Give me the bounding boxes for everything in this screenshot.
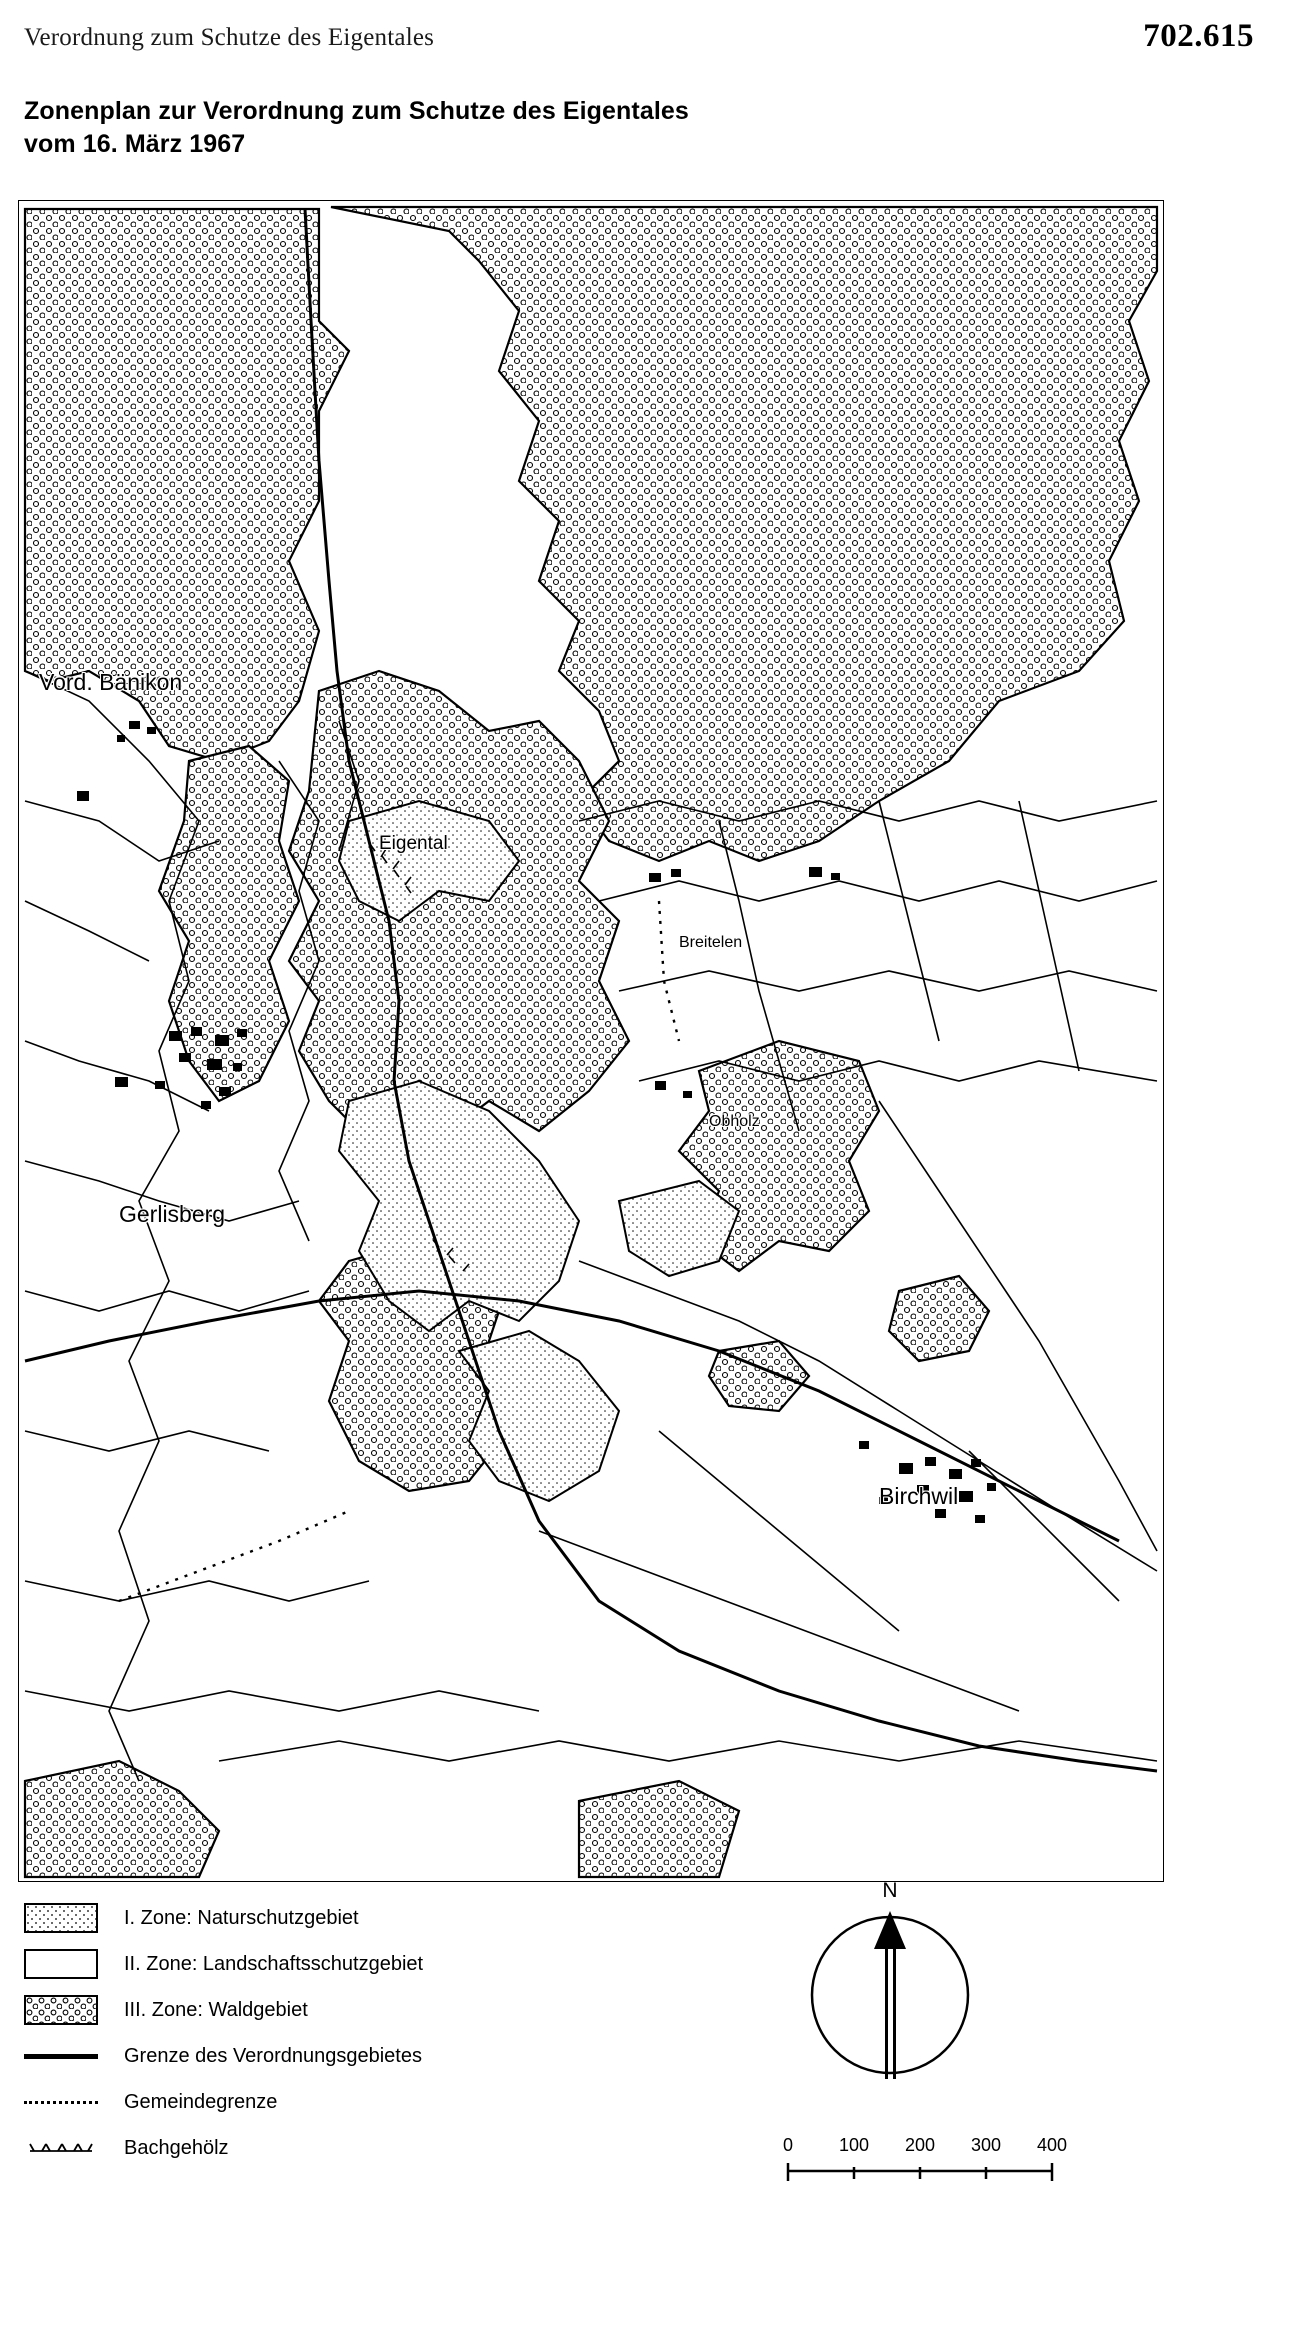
compass-rose	[800, 1879, 980, 2085]
map-graphic	[19, 201, 1163, 1881]
map-legend	[24, 1895, 664, 2171]
legend-label-zone-1: I. Zone: Naturschutzgebiet	[124, 1906, 359, 1929]
scale-tick-300: 300	[970, 2135, 1002, 2155]
legend-swatch-brush	[24, 2133, 98, 2163]
legend-item-gemeindegrenze	[24, 2079, 664, 2125]
scale-tick-400: 400	[1036, 2135, 1068, 2155]
swatch-pattern-fine-dots	[26, 1905, 96, 1931]
legend-label-verordnungsgrenze: Grenze des Verordnungsgebietes	[124, 2044, 422, 2067]
swatch-pattern-circles	[26, 1997, 96, 2023]
page-title-line-1: Zonenplan zur Verordnung zum Schutze des Eigentales	[24, 97, 689, 125]
scale-bar-graphic	[770, 2159, 1070, 2185]
legend-item-verordnungsgrenze	[24, 2033, 664, 2079]
scale-tick-0: 0	[782, 2135, 794, 2155]
dotted-line-icon	[24, 2101, 98, 2104]
legend-label-zone-2: II. Zone: Landschaftsschutzgebiet	[124, 1952, 424, 1975]
scale-bar-labels	[770, 2135, 1070, 2159]
legend-swatch-dotted-line	[24, 2087, 98, 2117]
compass-north-label: N	[882, 1879, 898, 1902]
map-label-obholz: Obholz	[709, 1113, 760, 1130]
solid-line-icon	[24, 2054, 98, 2059]
legend-label-bachgeholz: Bachgehölz	[124, 2136, 229, 2159]
page-header	[24, 18, 1272, 66]
brush-symbol-icon	[26, 2138, 96, 2158]
legend-item-bachgeholz	[24, 2125, 664, 2171]
scale-tick-200: 200	[904, 2135, 936, 2155]
legend-label-zone-3: III. Zone: Waldgebiet	[124, 1998, 308, 2021]
compass-icon	[800, 1905, 980, 2085]
scale-bar	[770, 2135, 1070, 2190]
zone-map	[18, 200, 1164, 1882]
page-title	[24, 95, 689, 162]
map-label-birchwil: Birchwil	[879, 1483, 959, 1509]
map-label-eigental: Eigental	[379, 833, 448, 854]
legend-item-zone-2	[24, 1941, 664, 1987]
map-label-breitelen: Breitelen	[679, 934, 743, 951]
legend-swatch-naturschutzgebiet	[24, 1903, 98, 1933]
map-label-vord-banikon: Vord. Bänikon	[39, 669, 183, 695]
legend-swatch-waldgebiet	[24, 1995, 98, 2025]
legend-swatch-solid-line	[24, 2041, 98, 2071]
legend-swatch-landschaftsschutzgebiet	[24, 1949, 98, 1979]
document-number: 702.615	[1143, 18, 1254, 54]
legend-item-zone-3	[24, 1987, 664, 2033]
map-label-gerlisberg: Gerlisberg	[119, 1201, 226, 1227]
page-title-line-2: vom 16. März 1967	[24, 130, 246, 159]
running-title: Verordnung zum Schutze des Eigentales	[24, 24, 435, 51]
legend-label-gemeindegrenze: Gemeindegrenze	[124, 2090, 278, 2113]
legend-item-zone-1	[24, 1895, 664, 1941]
scale-tick-100: 100	[838, 2135, 870, 2155]
